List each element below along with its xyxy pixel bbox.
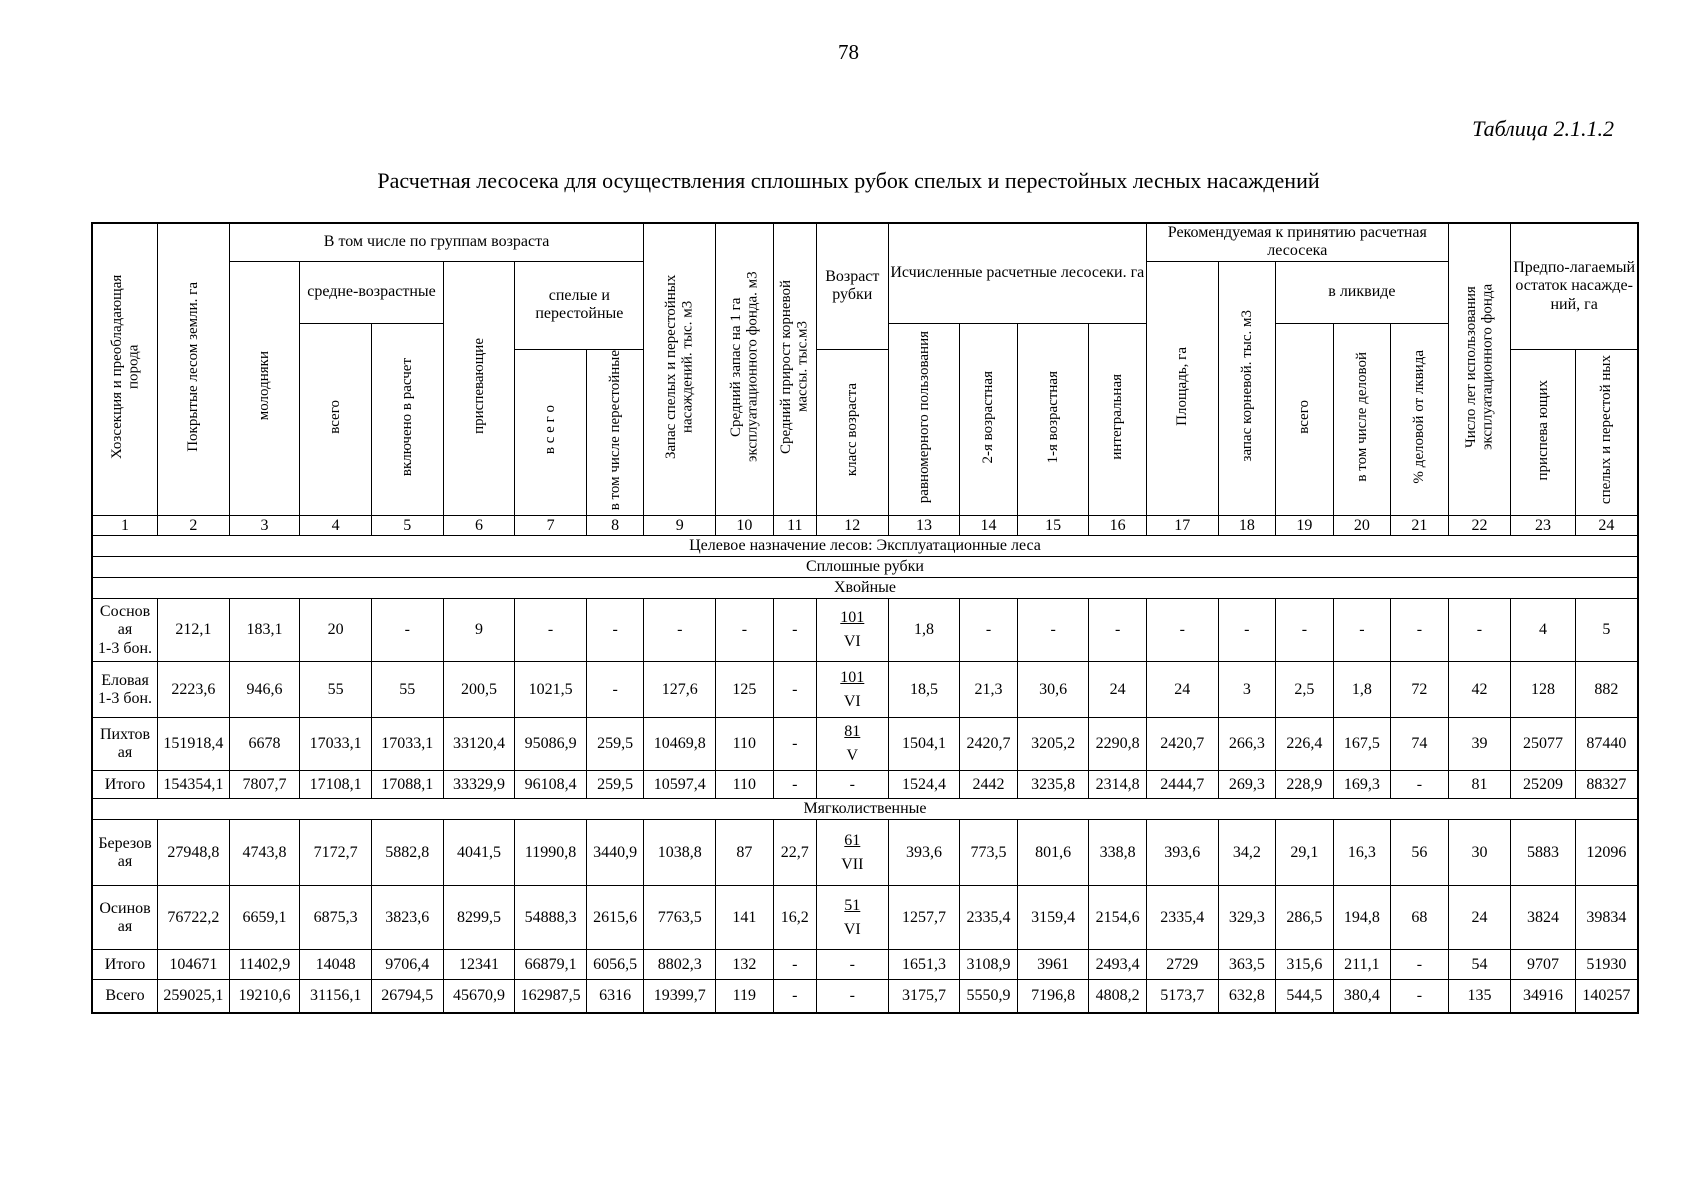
cell-col-5: 26794,5: [371, 980, 443, 1013]
cell-col-21: 74: [1391, 718, 1449, 771]
cell-col-19: 29,1: [1276, 820, 1334, 886]
cell-col-17: 2335,4: [1146, 886, 1218, 950]
cell-col-24: 39834: [1575, 886, 1638, 950]
header-liquid-business: в том числе деловой: [1333, 323, 1391, 516]
column-number: 21: [1391, 516, 1449, 536]
cell-col-12: -: [816, 771, 888, 799]
cell-col-14: 5550,9: [960, 980, 1018, 1013]
column-number: 12: [816, 516, 888, 536]
cell-col-17: 2444,7: [1146, 771, 1218, 799]
cell-col-13: 393,6: [888, 820, 960, 886]
cell-col-10: -: [716, 599, 774, 662]
column-number: 1: [92, 516, 158, 536]
column-number: 10: [716, 516, 774, 536]
species-name: [92, 599, 158, 662]
cell-col-2: 259025,1: [158, 980, 230, 1013]
cell-col-8: -: [586, 599, 644, 662]
table-body: [92, 536, 1638, 1013]
cell-col-10: 87: [716, 820, 774, 886]
cell-col-9: 10469,8: [644, 718, 716, 771]
cell-col-7: 1021,5: [515, 662, 587, 718]
table-label: Таблица 2.1.1.2: [1472, 116, 1614, 141]
cell-col-10: 141: [716, 886, 774, 950]
cell-col-19: 2,5: [1276, 662, 1334, 718]
cell-col-8: -: [586, 662, 644, 718]
cell-col-22: 135: [1448, 980, 1511, 1013]
cell-col-23: 3824: [1511, 886, 1576, 950]
header-root-stock: запас корневой. тыс. м3: [1218, 261, 1276, 516]
age-class: VI: [843, 920, 861, 938]
cell-col-18: 3: [1218, 662, 1276, 718]
section-felling: Сплошные рубки: [92, 557, 1638, 578]
header-calc-1st: 1-я возрастная: [1017, 323, 1089, 516]
cell-col-20: 194,8: [1333, 886, 1391, 950]
cell-col-24: 87440: [1575, 718, 1638, 771]
header-age-class: класс возраста: [816, 349, 888, 516]
cell-col-15: 7196,8: [1017, 980, 1089, 1013]
cell-col-19: 226,4: [1276, 718, 1334, 771]
cell-col-13: 1504,1: [888, 718, 960, 771]
cell-col-6: 33120,4: [443, 718, 515, 771]
species-name-part: 1-3 бон.: [98, 639, 153, 657]
cell-col-17: 2729: [1146, 950, 1218, 980]
cell-col-5: 3823,6: [371, 886, 443, 950]
age-class-cell: [816, 820, 888, 886]
cell-col-24: 5: [1575, 599, 1638, 662]
cell-col-5: 17033,1: [371, 718, 443, 771]
cell-col-18: -: [1218, 599, 1276, 662]
cell-col-16: 2154,6: [1089, 886, 1147, 950]
table-row: [92, 662, 1638, 718]
cell-col-5: 5882,8: [371, 820, 443, 886]
cell-col-20: 380,4: [1333, 980, 1391, 1013]
column-number: 22: [1448, 516, 1511, 536]
cell-col-21: 68: [1391, 886, 1449, 950]
cell-col-18: 632,8: [1218, 980, 1276, 1013]
cell-col-15: 3961: [1017, 950, 1089, 980]
table-header: [92, 223, 1638, 536]
cell-col-2: 212,1: [158, 599, 230, 662]
header-mature-stock: Запас спелых и перестойных насаждений. тыс. м3: [644, 223, 716, 516]
cell-col-10: 110: [716, 718, 774, 771]
cell-col-19: -: [1276, 599, 1334, 662]
cell-col-18: 34,2: [1218, 820, 1276, 886]
cell-col-22: 39: [1448, 718, 1511, 771]
cell-col-20: 211,1: [1333, 950, 1391, 980]
header-years-use: Число лет использования эксплуатационного фонда: [1448, 223, 1511, 516]
cell-col-21: -: [1391, 599, 1449, 662]
cell-col-4: 31156,1: [300, 980, 372, 1013]
age-class-cell: [816, 718, 888, 771]
cell-col-19: 544,5: [1276, 980, 1334, 1013]
column-number: 14: [960, 516, 1018, 536]
cell-col-15: 3235,8: [1017, 771, 1089, 799]
header-mid-age: средне-возрастные: [300, 261, 443, 323]
cell-col-6: 33329,9: [443, 771, 515, 799]
species-name-part: Пихтов: [100, 726, 151, 744]
header-young: молодняки: [229, 261, 300, 516]
cell-col-17: 24: [1146, 662, 1218, 718]
cell-col-10: 110: [716, 771, 774, 799]
cell-col-6: 200,5: [443, 662, 515, 718]
column-number: 8: [586, 516, 644, 536]
cell-col-15: 3205,2: [1017, 718, 1089, 771]
cell-col-24: 12096: [1575, 820, 1638, 886]
section-purpose: Целевое назначение лесов: Эксплуатационные леса: [92, 536, 1638, 557]
header-rem-ripening: приспева ющих: [1511, 349, 1576, 516]
total-row: [92, 771, 1638, 799]
header-calc-integral: интегральная: [1089, 323, 1147, 516]
cell-col-12: -: [816, 950, 888, 980]
cell-col-11: 16,2: [773, 886, 816, 950]
cell-col-2: 151918,4: [158, 718, 230, 771]
section-conifers: Хвойные: [92, 578, 1638, 599]
cell-col-4: 55: [300, 662, 372, 718]
cell-col-17: 5173,7: [1146, 980, 1218, 1013]
cell-col-11: -: [773, 599, 816, 662]
species-name: [92, 718, 158, 771]
cell-col-7: -: [515, 599, 587, 662]
cell-col-3: 6678: [229, 718, 300, 771]
table-row: [92, 718, 1638, 771]
cell-col-13: 18,5: [888, 662, 960, 718]
cell-col-9: 19399,7: [644, 980, 716, 1013]
header-remainder: Предпо-лагаемый остаток насажде-ний, га: [1511, 223, 1638, 349]
cell-col-4: 17033,1: [300, 718, 372, 771]
cell-col-19: 228,9: [1276, 771, 1334, 799]
cell-col-20: 169,3: [1333, 771, 1391, 799]
cell-col-20: -: [1333, 599, 1391, 662]
header-liquid: в ликвиде: [1276, 261, 1449, 323]
column-number: 23: [1511, 516, 1576, 536]
cell-col-9: 127,6: [644, 662, 716, 718]
cell-col-11: 22,7: [773, 820, 816, 886]
header-calc-uniform: равномерного пользования: [888, 323, 960, 516]
header-felling-age: Возраст рубки: [816, 223, 888, 349]
document-title: Расчетная лесосека для осуществления сплошных рубок спелых и перестойных лесных насаждений: [377, 168, 1320, 193]
cell-col-16: 2314,8: [1089, 771, 1147, 799]
total-label: Всего: [92, 980, 158, 1013]
age-class: V: [846, 747, 859, 765]
cell-col-5: -: [371, 599, 443, 662]
age-class-cell: [816, 662, 888, 718]
cell-col-23: 4: [1511, 599, 1576, 662]
header-recommended: Рекомендуемая к принятию расчетная лесосека: [1146, 223, 1448, 261]
species-name-part: Соснов: [99, 602, 151, 620]
header-rem-mature: спелых и перестой ных: [1575, 349, 1638, 516]
cell-col-17: 2420,7: [1146, 718, 1218, 771]
header-forest-area: Покрытые лесом земли. га: [158, 223, 230, 516]
felling-age: 81: [844, 723, 861, 741]
cell-col-13: 1,8: [888, 599, 960, 662]
cell-col-22: -: [1448, 599, 1511, 662]
column-number: 15: [1017, 516, 1089, 536]
column-number: 2: [158, 516, 230, 536]
species-name-part: ая: [117, 621, 133, 639]
cell-col-4: 6875,3: [300, 886, 372, 950]
cell-col-4: 20: [300, 599, 372, 662]
cell-col-3: 11402,9: [229, 950, 300, 980]
felling-age: 101: [840, 609, 865, 627]
cell-col-14: 21,3: [960, 662, 1018, 718]
cell-col-11: -: [773, 980, 816, 1013]
column-number: 9: [644, 516, 716, 536]
cell-col-16: -: [1089, 599, 1147, 662]
cell-col-24: 140257: [1575, 980, 1638, 1013]
table-row: [92, 820, 1638, 886]
cell-col-9: -: [644, 599, 716, 662]
cell-col-4: 7172,7: [300, 820, 372, 886]
cell-col-2: 76722,2: [158, 886, 230, 950]
species-name-part: ая: [117, 917, 133, 935]
column-number: 3: [229, 516, 300, 536]
cell-col-7: 162987,5: [515, 980, 587, 1013]
cell-col-6: 8299,5: [443, 886, 515, 950]
cell-col-23: 9707: [1511, 950, 1576, 980]
header-business-pct: % деловой от лквида: [1391, 323, 1449, 516]
cell-col-16: 2493,4: [1089, 950, 1147, 980]
column-number: 13: [888, 516, 960, 536]
cell-col-7: 54888,3: [515, 886, 587, 950]
cell-col-3: 946,6: [229, 662, 300, 718]
felling-age: 101: [840, 668, 865, 686]
header-mature-overmature: в том числе перестойные: [586, 349, 644, 516]
cell-col-8: 6056,5: [586, 950, 644, 980]
cell-col-3: 4743,8: [229, 820, 300, 886]
cell-col-14: -: [960, 599, 1018, 662]
species-name-part: ая: [117, 744, 133, 762]
cell-col-8: 3440,9: [586, 820, 644, 886]
cell-col-4: 17108,1: [300, 771, 372, 799]
cell-col-13: 3175,7: [888, 980, 960, 1013]
cell-col-14: 3108,9: [960, 950, 1018, 980]
cell-col-2: 27948,8: [158, 820, 230, 886]
cell-col-17: -: [1146, 599, 1218, 662]
cell-col-9: 7763,5: [644, 886, 716, 950]
cell-col-15: 3159,4: [1017, 886, 1089, 950]
cell-col-10: 132: [716, 950, 774, 980]
species-name: [92, 662, 158, 718]
cell-col-5: 17088,1: [371, 771, 443, 799]
cell-col-23: 5883: [1511, 820, 1576, 886]
species-name-part: Осинов: [99, 899, 151, 917]
header-avg-stock: Средний запас на 1 га эксплуатационного фонда. м3: [716, 223, 774, 516]
cell-col-21: -: [1391, 950, 1449, 980]
table-row: [92, 599, 1638, 662]
column-number: 11: [773, 516, 816, 536]
age-class-cell: [816, 886, 888, 950]
cell-col-23: 128: [1511, 662, 1576, 718]
cell-col-6: 4041,5: [443, 820, 515, 886]
column-number: 20: [1333, 516, 1391, 536]
cell-col-17: 393,6: [1146, 820, 1218, 886]
cell-col-21: -: [1391, 980, 1449, 1013]
column-number: 19: [1276, 516, 1334, 536]
cell-col-23: 34916: [1511, 980, 1576, 1013]
section-softwood: Мягколиственные: [92, 799, 1638, 820]
header-ripening: приспевающие: [443, 261, 515, 516]
cell-col-8: 259,5: [586, 718, 644, 771]
cell-col-10: 119: [716, 980, 774, 1013]
cell-col-3: 183,1: [229, 599, 300, 662]
header-mid-total: всего: [300, 323, 372, 516]
cell-col-18: 329,3: [1218, 886, 1276, 950]
cell-col-13: 1524,4: [888, 771, 960, 799]
cell-col-15: 801,6: [1017, 820, 1089, 886]
cell-col-22: 81: [1448, 771, 1511, 799]
cell-col-22: 54: [1448, 950, 1511, 980]
cell-col-4: 14048: [300, 950, 372, 980]
header-liquid-total: всего: [1276, 323, 1334, 516]
column-number: 17: [1146, 516, 1218, 536]
cell-col-6: 12341: [443, 950, 515, 980]
cell-col-5: 9706,4: [371, 950, 443, 980]
cell-col-11: -: [773, 771, 816, 799]
cell-col-21: -: [1391, 771, 1449, 799]
cell-col-9: 1038,8: [644, 820, 716, 886]
page-number: 78: [838, 40, 859, 64]
cell-col-5: 55: [371, 662, 443, 718]
species-name-part: Еловая: [101, 671, 149, 689]
cell-col-8: 2615,6: [586, 886, 644, 950]
column-number: 5: [371, 516, 443, 536]
table-row: [92, 886, 1638, 950]
age-class: VII: [841, 855, 864, 873]
cell-col-22: 24: [1448, 886, 1511, 950]
species-name-part: 1-3 бон.: [98, 689, 153, 707]
cell-col-19: 286,5: [1276, 886, 1334, 950]
cell-col-21: 72: [1391, 662, 1449, 718]
species-name-part: ая: [117, 852, 133, 870]
cell-col-8: 259,5: [586, 771, 644, 799]
cell-col-10: 125: [716, 662, 774, 718]
cell-col-3: 7807,7: [229, 771, 300, 799]
total-row: [92, 950, 1638, 980]
cell-col-2: 154354,1: [158, 771, 230, 799]
cell-col-22: 42: [1448, 662, 1511, 718]
cell-col-3: 19210,6: [229, 980, 300, 1013]
cell-col-14: 2442: [960, 771, 1018, 799]
cell-col-14: 2420,7: [960, 718, 1018, 771]
cell-col-9: 10597,4: [644, 771, 716, 799]
column-number: 7: [515, 516, 587, 536]
column-number: 4: [300, 516, 372, 536]
cell-col-16: 24: [1089, 662, 1147, 718]
cell-col-19: 315,6: [1276, 950, 1334, 980]
total-label: Итого: [92, 950, 158, 980]
felling-age: 61: [844, 831, 861, 849]
cell-col-2: 2223,6: [158, 662, 230, 718]
forest-cut-table: [91, 222, 1639, 1014]
cell-col-11: -: [773, 950, 816, 980]
cell-col-23: 25077: [1511, 718, 1576, 771]
header-area: Площадь, га: [1146, 261, 1218, 516]
cell-col-11: -: [773, 718, 816, 771]
cell-col-16: 2290,8: [1089, 718, 1147, 771]
cell-col-24: 88327: [1575, 771, 1638, 799]
cell-col-14: 773,5: [960, 820, 1018, 886]
cell-col-18: 269,3: [1218, 771, 1276, 799]
cell-col-20: 167,5: [1333, 718, 1391, 771]
column-numbers-row: [92, 516, 1638, 536]
cell-col-6: 9: [443, 599, 515, 662]
cell-col-7: 66879,1: [515, 950, 587, 980]
cell-col-7: 95086,9: [515, 718, 587, 771]
species-name: [92, 886, 158, 950]
cell-col-2: 104671: [158, 950, 230, 980]
cell-col-24: 882: [1575, 662, 1638, 718]
cell-col-20: 16,3: [1333, 820, 1391, 886]
cell-col-13: 1257,7: [888, 886, 960, 950]
cell-col-7: 96108,4: [515, 771, 587, 799]
cell-col-24: 51930: [1575, 950, 1638, 980]
cell-col-15: 30,6: [1017, 662, 1089, 718]
cell-col-18: 363,5: [1218, 950, 1276, 980]
cell-col-8: 6316: [586, 980, 644, 1013]
header-species: Хозсекция и преобладающая порода: [92, 223, 158, 516]
cell-col-16: 338,8: [1089, 820, 1147, 886]
column-number: 24: [1575, 516, 1638, 536]
header-age-groups: В том числе по группам возраста: [229, 223, 644, 261]
header-mid-included: включено в расчет: [371, 323, 443, 516]
cell-col-15: -: [1017, 599, 1089, 662]
cell-col-12: -: [816, 980, 888, 1013]
header-mature: спелые и перестойные: [515, 261, 644, 349]
cell-col-6: 45670,9: [443, 980, 515, 1013]
cell-col-9: 8802,3: [644, 950, 716, 980]
cell-col-21: 56: [1391, 820, 1449, 886]
species-name: [92, 820, 158, 886]
species-name-part: Березов: [98, 834, 152, 852]
cell-col-7: 11990,8: [515, 820, 587, 886]
column-number: 6: [443, 516, 515, 536]
cell-col-14: 2335,4: [960, 886, 1018, 950]
cell-col-3: 6659,1: [229, 886, 300, 950]
column-number: 18: [1218, 516, 1276, 536]
total-row: [92, 980, 1638, 1013]
header-mature-total: в с е г о: [515, 349, 587, 516]
header-avg-increment: Средний прирост корневой массы. тыс.м3: [773, 223, 816, 516]
age-class: VI: [843, 692, 861, 710]
felling-age: 51: [844, 896, 861, 914]
age-class-cell: [816, 599, 888, 662]
cell-col-16: 4808,2: [1089, 980, 1147, 1013]
total-label: Итого: [92, 771, 158, 799]
cell-col-22: 30: [1448, 820, 1511, 886]
header-calculated: Исчисленные расчетные лесосеки. га: [888, 223, 1146, 323]
cell-col-11: -: [773, 662, 816, 718]
cell-col-23: 25209: [1511, 771, 1576, 799]
cell-col-20: 1,8: [1333, 662, 1391, 718]
column-number: 16: [1089, 516, 1147, 536]
header-calc-2nd: 2-я возрастная: [960, 323, 1018, 516]
cell-col-13: 1651,3: [888, 950, 960, 980]
cell-col-18: 266,3: [1218, 718, 1276, 771]
age-class: VI: [843, 633, 861, 651]
